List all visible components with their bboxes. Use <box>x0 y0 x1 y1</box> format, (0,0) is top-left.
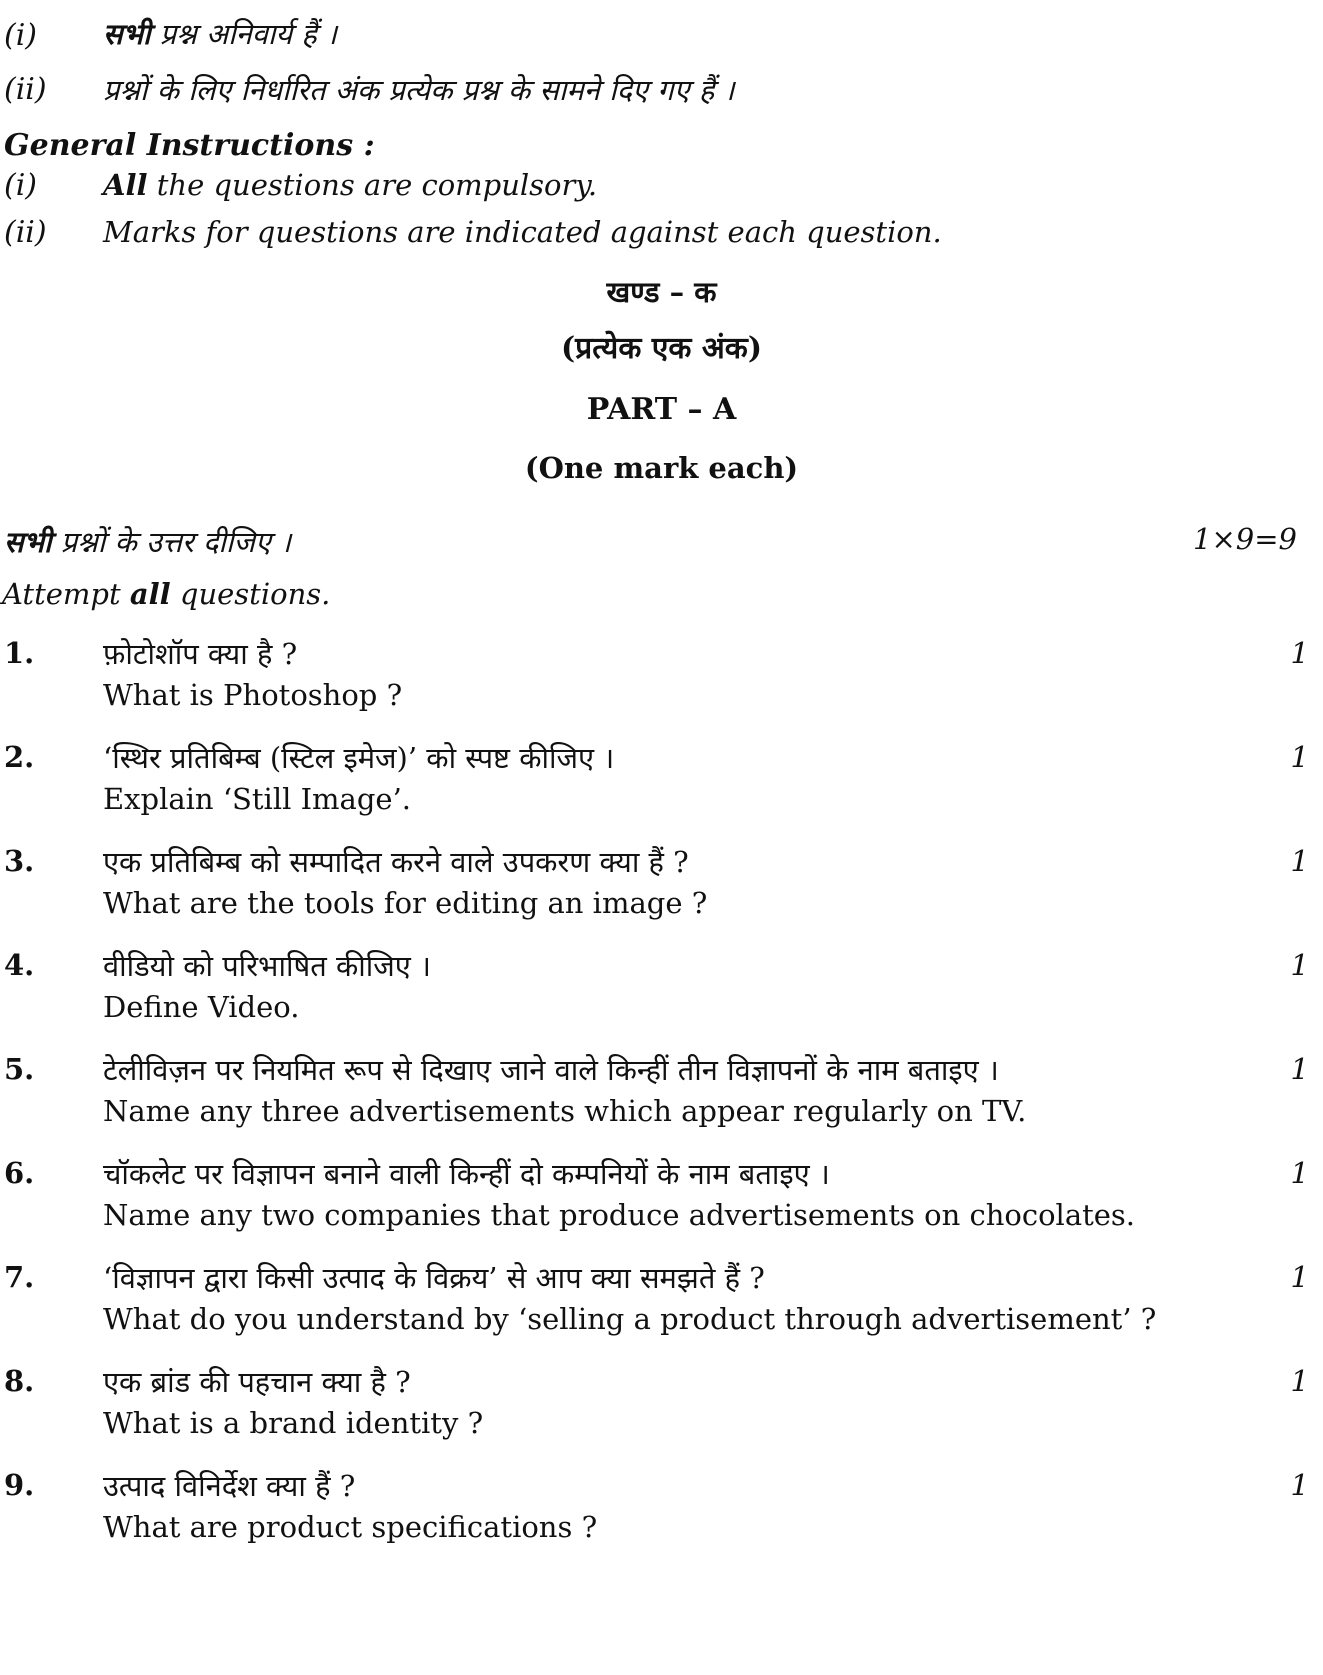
directive-hindi-bold: सभी <box>4 525 52 559</box>
question-marks: 1 <box>1290 740 1309 774</box>
question-number: 6. <box>4 1156 35 1190</box>
question-number: 2. <box>4 740 35 774</box>
question-hindi: चॉकलेट पर विज्ञापन बनाने वाली किन्हीं दो कम्पनियों के नाम बताइए । <box>103 1157 830 1191</box>
hindi-instruction-1-number: (i) <box>4 18 38 53</box>
directive-hindi-text: प्रश्नों के उत्तर दीजिए । <box>51 525 292 559</box>
question-number: 8. <box>4 1364 35 1398</box>
total-marks: 1×9=9 <box>1193 522 1297 556</box>
question-hindi: फ़ोटोशॉप क्या है ? <box>103 637 298 671</box>
question-number: 9. <box>4 1468 35 1502</box>
question-number: 7. <box>4 1260 35 1294</box>
hindi-instruction-1-text: प्रश्न अनिवार्य हैं । <box>150 17 337 51</box>
question-hindi: वीडियो को परिभाषित कीजिए । <box>103 949 432 983</box>
question-marks: 1 <box>1290 636 1309 670</box>
question-english: What are product specifications ? <box>103 1510 598 1544</box>
question-number: 3. <box>4 844 35 878</box>
general-instruction-1-bold: All <box>103 168 148 202</box>
directive-english-bold: all <box>129 577 171 611</box>
general-instruction-1 <box>103 168 597 202</box>
directive-hindi <box>4 522 291 561</box>
section-title: PART – A <box>586 392 737 427</box>
question-marks: 1 <box>1290 948 1309 982</box>
question-number: 1. <box>4 636 35 670</box>
question-english: Name any two companies that produce advertisements on chocolates. <box>103 1198 1136 1232</box>
hindi-instruction-2-number: (ii) <box>4 72 47 107</box>
question-english: Name any three advertisements which appear regularly on TV. <box>103 1094 1027 1128</box>
section-hindi-subtitle: (प्रत्येक एक अंक) <box>560 331 763 366</box>
question-english: What is a brand identity ? <box>103 1406 484 1440</box>
question-english: What is Photoshop ? <box>103 678 403 712</box>
question-english: Define Video. <box>103 990 300 1024</box>
general-instruction-2-number: (ii) <box>4 215 47 250</box>
question-hindi: एक प्रतिबिम्ब को सम्पादित करने वाले उपकरण क्या हैं ? <box>103 845 689 879</box>
question-hindi: ‘स्थिर प्रतिबिम्ब (स्टिल इमेज)’ को स्पष्ट कीजिए । <box>103 741 615 775</box>
question-marks: 1 <box>1290 1260 1309 1294</box>
question-marks: 1 <box>1290 844 1309 878</box>
directive-english <box>2 577 330 611</box>
question-english: Explain ‘Still Image’. <box>103 782 412 816</box>
question-hindi: ‘विज्ञापन द्वारा किसी उत्पाद के विक्रय’ से आप क्या समझते हैं ? <box>103 1261 765 1295</box>
section-hindi-title: खण्ड – क <box>606 275 717 309</box>
hindi-instruction-1 <box>103 14 337 53</box>
question-number: 4. <box>4 948 35 982</box>
directive-english-post: questions. <box>170 577 331 611</box>
directive-english-pre: Attempt <box>2 577 130 611</box>
section-subtitle: (One mark each) <box>524 451 799 485</box>
general-instruction-1-number: (i) <box>4 168 38 203</box>
general-instruction-1-text: the questions are compulsory. <box>147 168 598 202</box>
question-english: What do you understand by ‘selling a product through advertisement’ ? <box>103 1302 1157 1336</box>
general-instruction-2: Marks for questions are indicated against each question. <box>103 215 942 249</box>
question-hindi: टेलीविज़न पर नियमित रूप से दिखाए जाने वाले किन्हीं तीन विज्ञापनों के नाम बताइए । <box>103 1053 999 1087</box>
hindi-instruction-1-bold: सभी <box>103 17 151 51</box>
question-hindi: उत्पाद विनिर्देश क्या हैं ? <box>103 1469 356 1503</box>
question-marks: 1 <box>1290 1156 1309 1190</box>
general-instructions-title: General Instructions : <box>4 128 375 163</box>
question-marks: 1 <box>1290 1364 1309 1398</box>
question-english: What are the tools for editing an image ? <box>103 886 708 920</box>
question-marks: 1 <box>1290 1468 1309 1502</box>
question-number: 5. <box>4 1052 35 1086</box>
question-hindi: एक ब्रांड की पहचान क्या है ? <box>103 1365 411 1399</box>
question-marks: 1 <box>1290 1052 1309 1086</box>
hindi-instruction-2: प्रश्नों के लिए निर्धारित अंक प्रत्येक प्रश्न के सामने दिए गए हैं । <box>103 73 735 107</box>
